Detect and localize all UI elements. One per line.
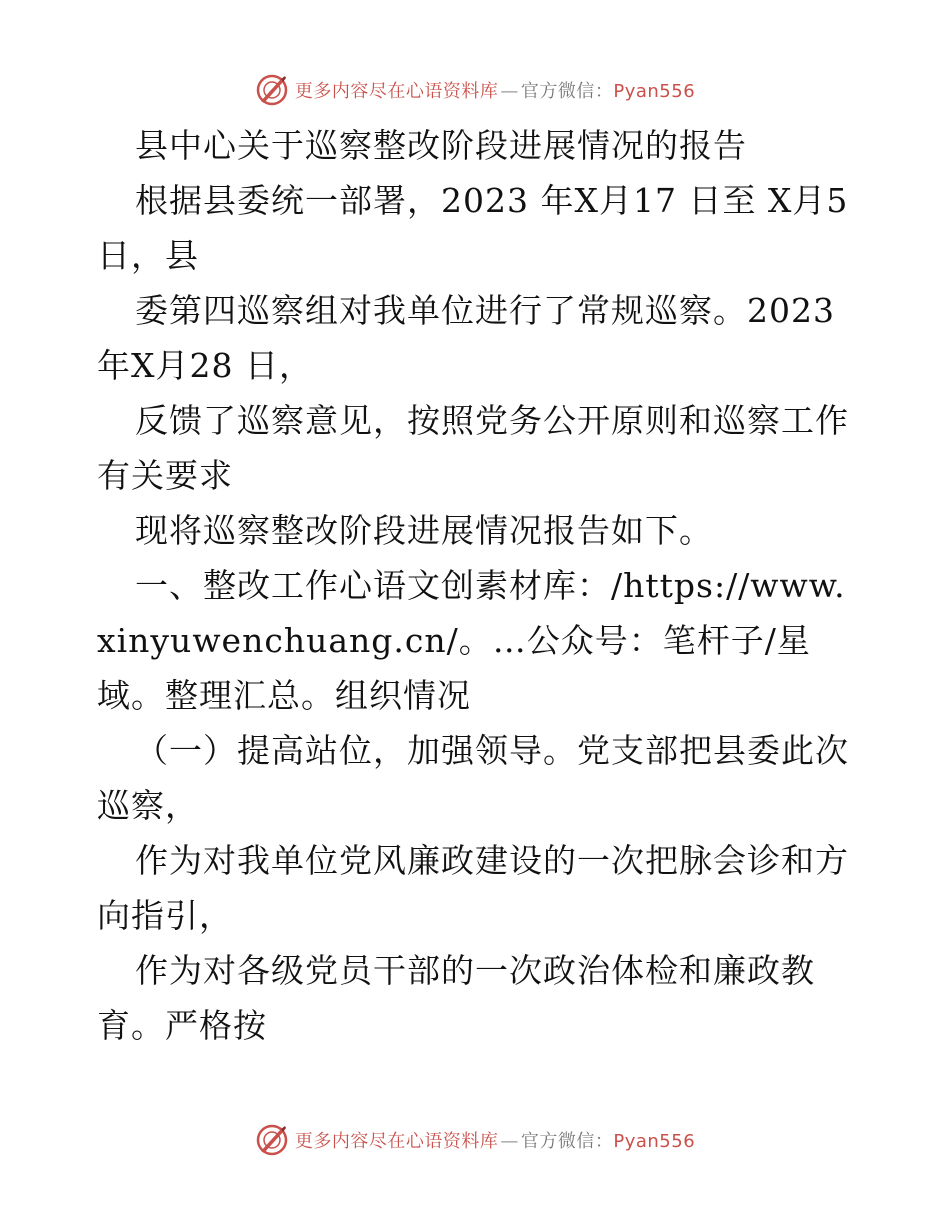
document-title: 县中心关于巡察整改阶段进展情况的报告 (135, 126, 747, 165)
footer-banner (0, 1120, 950, 1160)
paragraph: （一）提高站位，加强领导。党支部把县委此次巡察， (97, 731, 849, 825)
banner-dash: — (500, 81, 519, 102)
banner-tail-text: 官方微信： (520, 81, 614, 102)
paragraph: 委第四巡察组对我单位进行了常规巡察。2023 年X月28 日， (97, 291, 835, 385)
banner-main-text: 更多内容尽在心语资料库 (294, 81, 499, 102)
document-body (97, 118, 857, 1053)
banner-wechat-id: Pyan556 (613, 81, 696, 102)
banner-dash: — (500, 1131, 519, 1152)
quill-seal-icon (255, 1123, 289, 1157)
paragraph: 根据县委统一部署，2023 年X月17 日至 X月5 日，县 (97, 181, 849, 275)
header-banner (0, 70, 950, 110)
header-banner-content (255, 73, 695, 107)
footer-banner-text (295, 1127, 695, 1153)
banner-tail-text: 官方微信： (520, 1131, 614, 1152)
paragraph: 反馈了巡察意见，按照党务公开原则和巡察工作有关要求 (97, 401, 849, 495)
footer-banner-content (255, 1123, 695, 1157)
paragraph: 作为对我单位党风廉政建设的一次把脉会诊和方向指引， (97, 841, 849, 935)
paragraph: 现将巡察整改阶段进展情况报告如下。 (135, 511, 713, 550)
section-heading: 一、整改工作心语文创素材库：/https://www.xinyuwenchuang.cn/。…公众号：笔杆子/星域。整理汇总。组织情况 (97, 566, 846, 715)
quill-seal-icon (255, 73, 289, 107)
banner-wechat-id: Pyan556 (613, 1131, 696, 1152)
header-banner-text (295, 77, 695, 103)
banner-main-text: 更多内容尽在心语资料库 (294, 1131, 499, 1152)
paragraph: 作为对各级党员干部的一次政治体检和廉政教育。严格按 (97, 951, 815, 1045)
